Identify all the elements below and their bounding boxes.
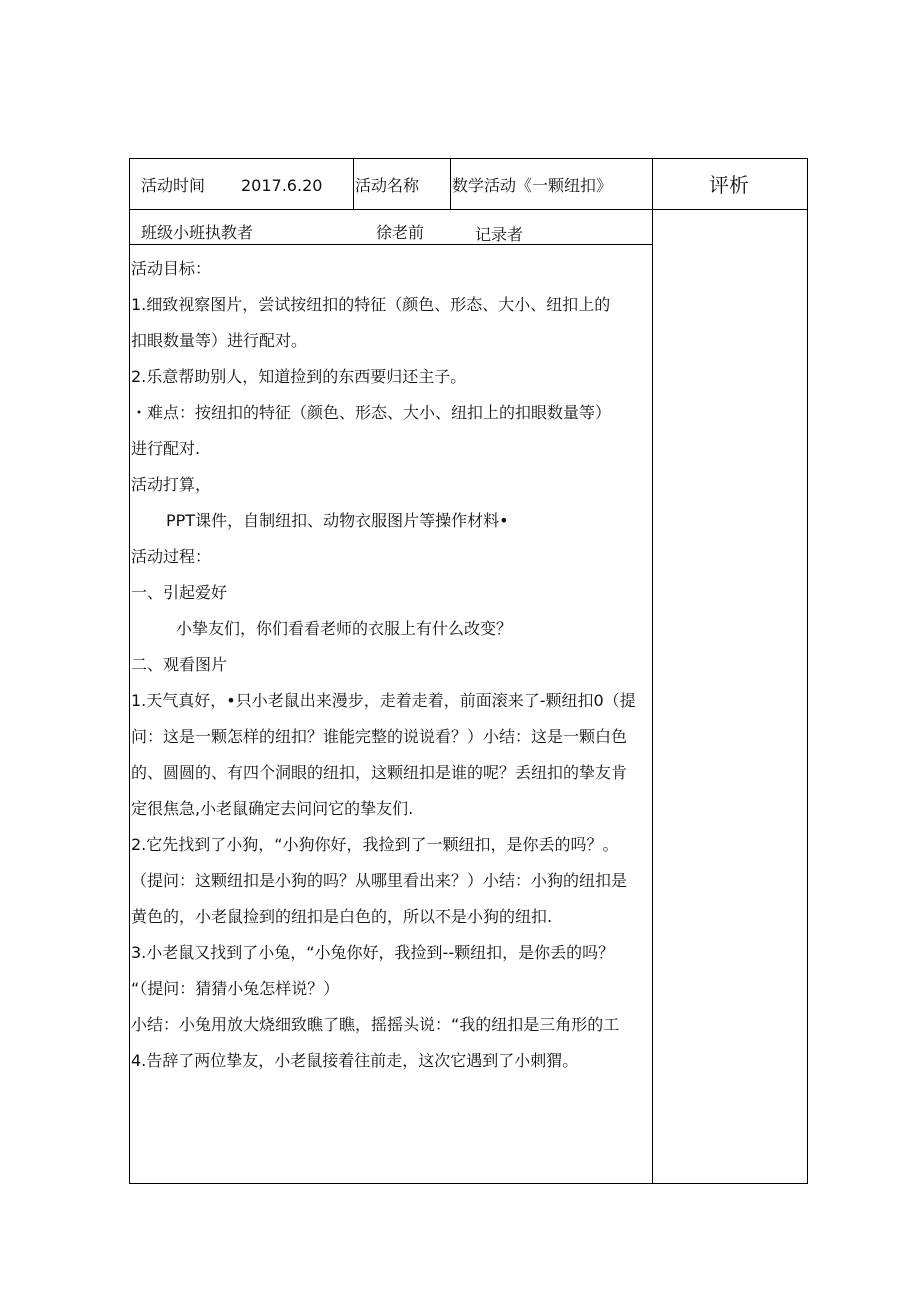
body-line: 进行配对. [131,439,201,458]
body-line: 小结：小兔用放大烧细致瞧了瞧，摇摇头说：“我的纽扣是三角形的工 [131,1015,620,1034]
body-line: 4.告辞了两位挚友，小老鼠接着往前走，这次它遇到了小刺猬。 [131,1051,579,1070]
divider [353,158,354,209]
body-line: 1.细致视察图片，尝试按纽扣的特征（颜色、形态、大小、纽扣上的 [131,295,611,314]
body-line: 2.它先找到了小狗，“小狗你好，我捡到了一颗纽扣，是你丢的吗？。 [131,835,619,854]
body-line: 问：这是一颗怎样的纽扣？谁能完整的说说看？）小结：这是一颗白色 [131,727,628,746]
body-line: 定很焦急,小老鼠确定去问问它的挚友们. [131,799,414,818]
body-line: （提问：这颗纽扣是小狗的吗？从哪里看出来？）小结：小狗的纽扣是 [131,871,628,890]
body-line: 活动目标： [131,259,212,278]
name-label: 活动名称 [355,176,420,195]
name-value: 数学活动《一颗纽扣》 [452,176,613,195]
body-line: “（提问：猜猜小兔怎样说？） [131,979,340,998]
body-line: 黄色的，小老鼠捡到的纽扣是白色的，所以不是小狗的纽扣. [131,907,553,926]
body-line: 的、圆圆的、有四个洞眼的纽扣，这颗纽扣是谁的呢？丢纽扣的挚友肯 [131,763,628,782]
body-line: 活动打算， [131,475,212,494]
body-line: 活动过程： [131,547,212,566]
body-line: 2.乐意帮助别人，知道捡到的东西要归还主子。 [131,367,467,386]
body-line: ・难点：按纽扣的特征（颜色、形态、大小、纽扣上的扣眼数量等） [131,403,612,422]
review-header: 评析 [709,173,749,197]
teacher-name: 徐老前 [376,223,425,242]
time-label: 活动时间 [141,176,206,195]
divider [129,209,808,210]
divider [450,158,451,209]
class-text: 班级小班执教者 [141,223,254,242]
body-line: 扣眼数量等）进行配对。 [131,331,308,350]
body-line: 1.天气真好，•只小老鼠出来漫步，走着走着，前面滚来了-颗纽扣0（提 [131,691,636,710]
body-line: 3.小老鼠又找到了小兔，“小兔你好，我捡到--颗纽扣，是你丢的吗？ [131,943,615,962]
body-line: 一、引起爱好 [131,583,228,602]
body-line: 小挚友们，你们看看老师的衣服上有什么改变？ [176,619,513,638]
recorder-label: 记录者 [475,225,524,244]
divider [129,244,652,245]
divider [652,158,653,1184]
body-line: PPT课件，自制纽扣、动物衣服图片等操作材料• [166,511,509,530]
time-value: 2017.6.20 [241,176,323,195]
body-line: 二、观看图片 [131,655,228,674]
